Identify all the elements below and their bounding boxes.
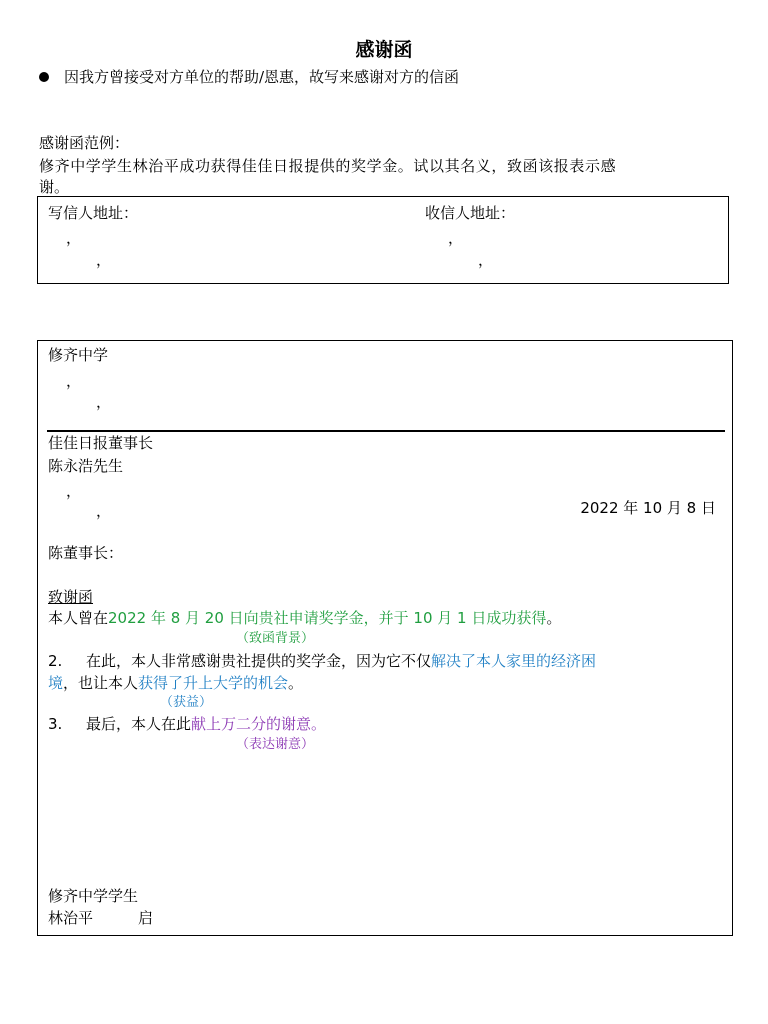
paragraph-2-line2	[48, 673, 303, 693]
letter-sender-comma-2: ，	[96, 393, 112, 411]
note-background: （致函背景）	[236, 631, 315, 646]
p1-highlight: 2022 年 8 月 20 日向贵社申请奖学金，并于 10 月 1 日成功获得	[108, 609, 547, 627]
recipient-comma-2: ，	[96, 502, 112, 520]
letter-date: 2022 年 10 月 8 日	[580, 499, 716, 517]
paragraph-3	[86, 714, 326, 734]
closing-name: 林治平	[48, 909, 94, 927]
p2-highlight-2: 获得了升上大学的机会	[138, 674, 289, 692]
recipient-comma-1: ，	[66, 482, 82, 500]
receiver-comma-2: ，	[478, 251, 494, 269]
sender-comma-2: ，	[96, 251, 112, 269]
p2-highlight-1: 解决了本人家里的经济困	[431, 652, 597, 670]
paragraph-1	[48, 608, 561, 628]
p2-highlight-1b: 境	[48, 674, 64, 692]
page-title: 感谢函	[355, 39, 413, 61]
bullet-icon	[39, 72, 49, 82]
address-box	[37, 196, 729, 284]
receiver-address-label: 收信人地址：	[425, 204, 516, 222]
letter-sender-comma-1: ，	[66, 372, 82, 390]
note-thanks: （表达谢意）	[236, 737, 315, 752]
example-heading: 感谢函范例：	[39, 134, 130, 152]
p3-number: 3.	[48, 715, 63, 733]
example-description-line2: 谢。	[39, 178, 70, 196]
p1-end: 。	[546, 609, 562, 627]
letter-sender-name: 修齐中学	[48, 346, 109, 364]
closing-organization: 修齐中学学生	[48, 887, 139, 905]
p1-prefix: 本人曾在	[48, 609, 109, 627]
divider-line	[47, 430, 725, 432]
p2-number: 2.	[48, 652, 63, 670]
p3-text-a: 最后，本人在此	[86, 715, 192, 733]
p2-end: 。	[288, 674, 304, 692]
paragraph-2-line1	[86, 651, 596, 671]
bullet-text: 因我方曾接受对方单位的帮助/恩惠，故写来感谢对方的信函	[64, 68, 460, 86]
note-benefit: （获益）	[160, 695, 213, 710]
recipient-name: 陈永浩先生	[48, 457, 124, 475]
p3-highlight: 献上万二分的谢意。	[191, 715, 327, 733]
letter-subject: 致谢函	[48, 588, 94, 606]
closing-word: 启	[138, 909, 154, 927]
sender-comma-1: ，	[66, 229, 82, 247]
salutation: 陈董事长：	[48, 544, 124, 562]
p2-text-a: 在此，本人非常感谢贵社提供的奖学金，因为它不仅	[86, 652, 432, 670]
recipient-title: 佳佳日报董事长	[48, 434, 154, 452]
example-description-line1: 修齐中学学生林治平成功获得佳佳日报提供的奖学金。试以其名义，致函该报表示感	[39, 157, 617, 175]
p2-text-b: ，也让本人	[63, 674, 139, 692]
sender-address-label: 写信人地址：	[48, 204, 139, 222]
receiver-comma-1: ，	[448, 229, 464, 247]
